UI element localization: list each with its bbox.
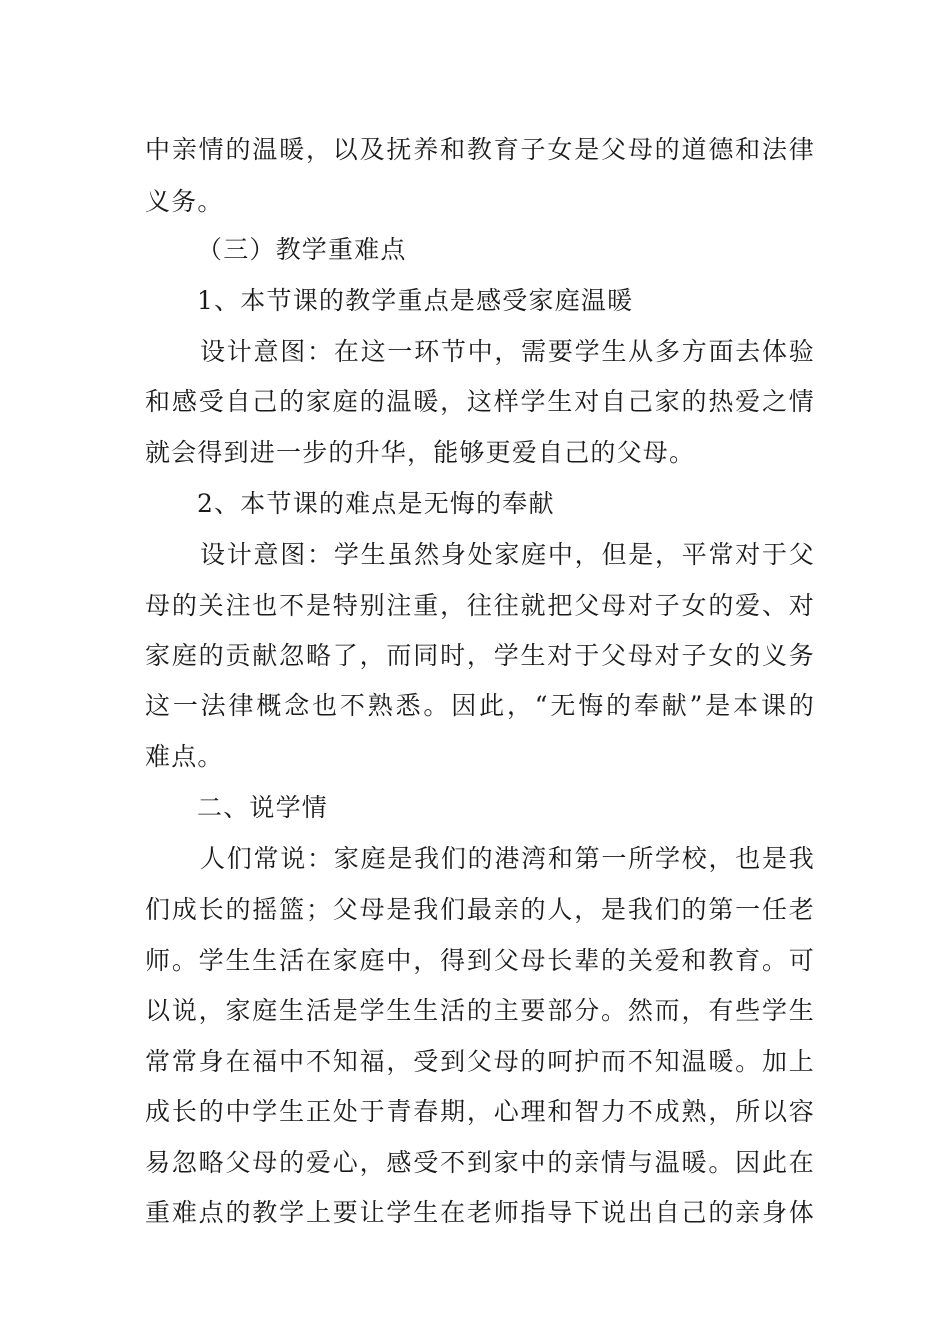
text-line: 人们常说：家庭是我们的港湾和第一所学校，也是我	[200, 844, 815, 873]
text-line: 母的关注也不是特别注重，往往就把父母对子女的爱、对	[145, 591, 815, 620]
text-line: 中亲情的温暖，以及抚养和教育子女是父母的道德和法律	[145, 135, 815, 164]
text-line: 这一法律概念也不熟悉。因此，“无悔的奉献”是本课的	[145, 691, 815, 720]
text-line: 家庭的贡献忽略了，而同时，学生对于父母对子女的义务	[145, 641, 815, 670]
text-line: 成长的中学生正处于青春期，心理和智力不成熟，所以容	[145, 1097, 815, 1126]
text-line: 就会得到进一步的升华，能够更爱自己的父母。	[145, 438, 696, 467]
text-line: 易忽略父母的爱心，感受不到家中的亲情与温暖。因此在	[145, 1148, 815, 1177]
text-line: 常常身在福中不知福，受到父母的呵护而不知温暖。加上	[145, 1047, 815, 1076]
text-line: 重难点的教学上要让学生在老师指导下说出自己的亲身体	[145, 1198, 815, 1227]
text-line: 以说，家庭生活是学生生活的主要部分。然而，有些学生	[145, 996, 815, 1025]
subsection-heading: 1、本节课的教学重点是感受家庭温暖	[197, 286, 634, 315]
text-line: 和感受自己的家庭的温暖，这样学生对自己家的热爱之情	[145, 387, 815, 416]
subsection-heading: 2、本节课的难点是无悔的奉献	[197, 489, 555, 518]
text-line: 师。学生生活在家庭中，得到父母长辈的关爱和教育。可	[145, 946, 815, 975]
text-line: 们成长的摇篮；父母是我们最亲的人，是我们的第一任老	[145, 895, 815, 924]
section-heading: （三）教学重难点	[197, 235, 407, 264]
text-line: 难点。	[145, 742, 224, 771]
text-line: 设计意图：学生虽然身处家庭中，但是，平常对于父	[200, 540, 815, 569]
section-heading: 二、说学情	[197, 793, 329, 822]
text-line: 设计意图：在这一环节中，需要学生从多方面去体验	[200, 337, 815, 366]
text-line: 义务。	[145, 187, 224, 216]
